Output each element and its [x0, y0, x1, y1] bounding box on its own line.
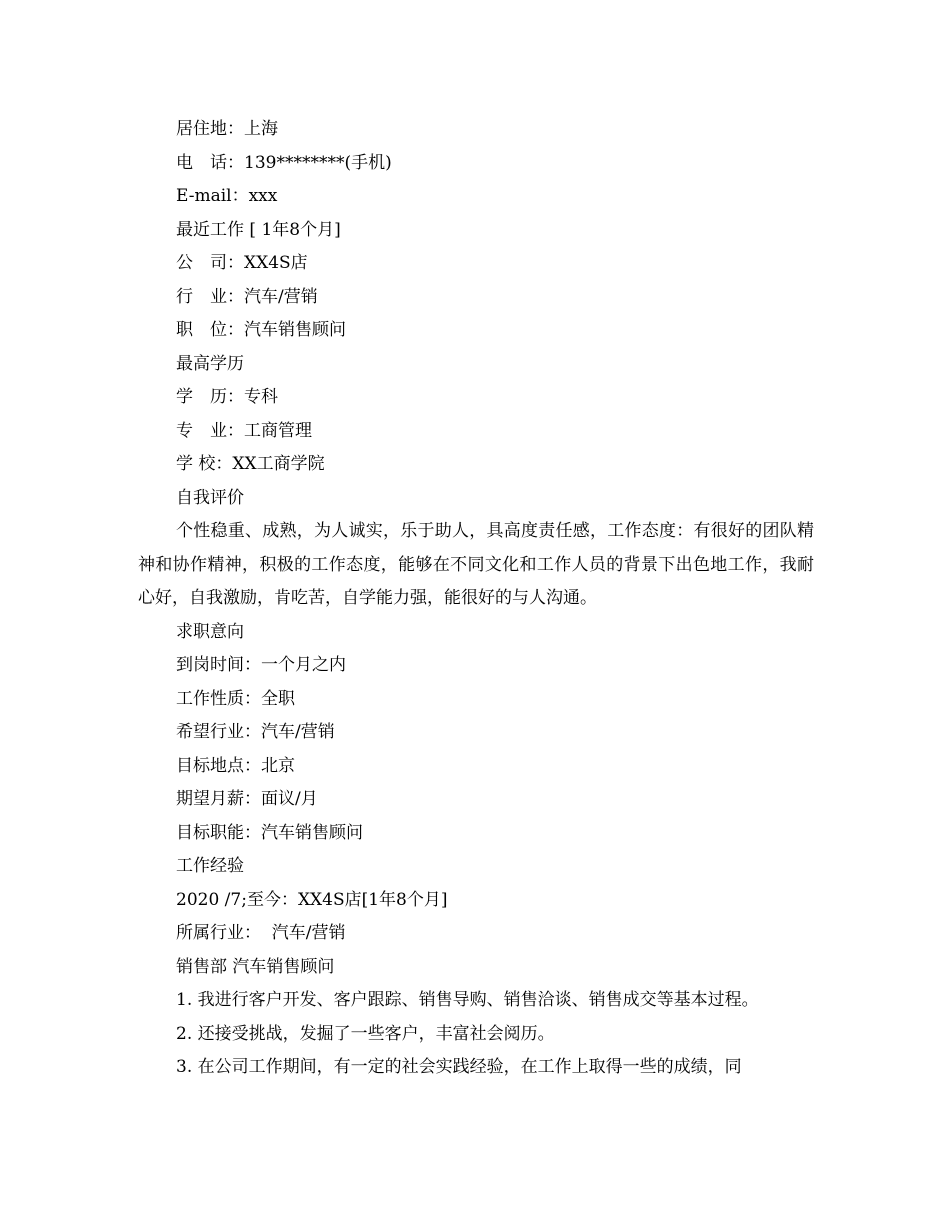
education-header: 最高学历: [176, 353, 244, 374]
duty-item-3: 3. 在公司工作期间，有一定的社会实践经验，在工作上取得一些的成绩，同: [176, 1057, 742, 1077]
self-eval-header: 自我评价: [176, 487, 244, 508]
arrival-time-line: 到岗时间：一个月之内: [176, 655, 346, 675]
email-line: E-mail：xxx: [176, 186, 278, 206]
school-line: 学 校：XX工商学院: [176, 454, 325, 474]
target-function-line: 目标职能：汽车销售顾问: [176, 822, 363, 843]
desired-industry-line: 希望行业：汽车/营销: [176, 722, 335, 742]
recent-work-header: 最近工作 [ 1年8个月]: [176, 219, 341, 240]
work-dept-line: 销售部 汽车销售顾问: [176, 956, 335, 977]
duty-item-1: 1. 我进行客户开发、客户跟踪、销售导购、销售洽谈、销售成交等基本过程。: [176, 990, 759, 1010]
industry-line: 行 业：汽车/营销: [176, 286, 318, 307]
work-exp-header: 工作经验: [176, 856, 244, 876]
degree-line: 学 历：专科: [176, 387, 278, 407]
target-location-line: 目标地点：北京: [176, 755, 295, 776]
major-line: 专 业：工商管理: [176, 420, 312, 441]
residence-line: 居住地：上海: [176, 119, 278, 139]
resume-content: [138, 113, 814, 1085]
position-line: 职 位：汽车销售顾问: [176, 320, 346, 340]
company-line: 公 司：XX4S店: [176, 253, 308, 273]
work-period-line: 2020 /7;至今：XX4S店[1年8个月]: [176, 889, 448, 910]
job-type-line: 工作性质：全职: [176, 688, 295, 709]
duty-item-2: 2. 还接受挑战，发掘了一些客户，丰富社会阅历。: [176, 1023, 555, 1044]
expected-salary-line: 期望月薪：面议/月: [176, 789, 318, 809]
phone-line: 电 话：139********(手机): [176, 152, 392, 173]
job-intent-header: 求职意向: [176, 621, 244, 642]
self-eval-paragraph: 个性稳重、成熟，为人诚实，乐于助人，具高度责任感，工作态度：有很好的团队精神和协作精神，积极的工作态度，能够在不同文化和工作人员的背景下出色地工作，我耐心好，自我激励，肯吃苦，自学能力强，能很好的与人沟通。: [138, 521, 814, 608]
work-industry-line: 所属行业： 汽车/营销: [176, 923, 346, 943]
